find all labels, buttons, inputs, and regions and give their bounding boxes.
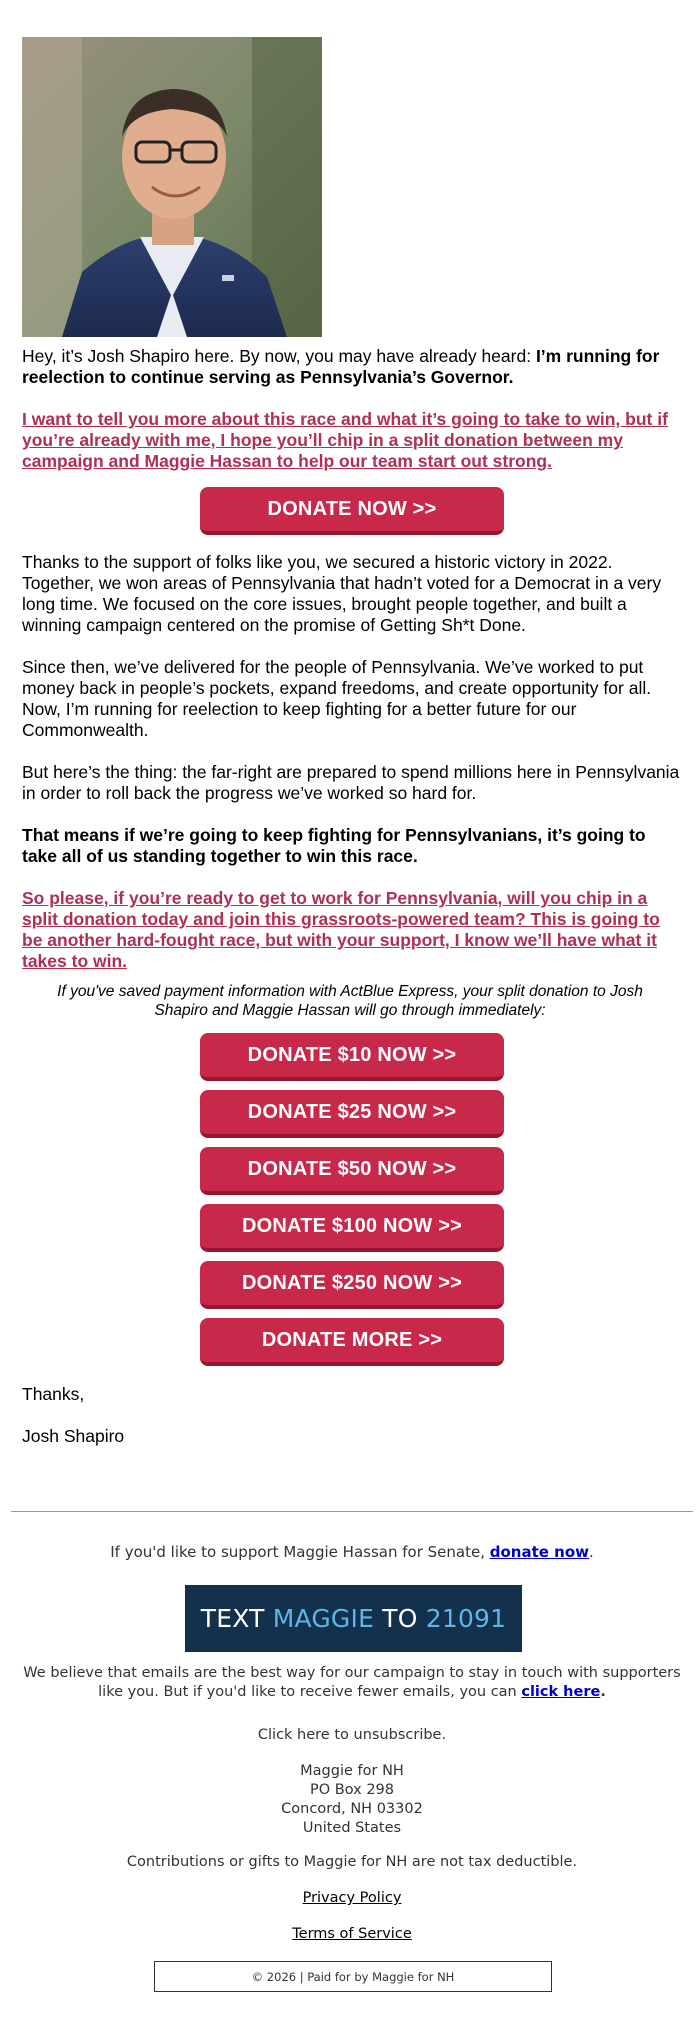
emails-end: . (600, 1684, 606, 1700)
intro-bold: I’m running for reelection to continue serving as Pennsylvania’s Governor. (22, 346, 660, 387)
paragraph-delivered: Since then, we’ve delivered for the people of Pennsylvania. We’ve worked to put money back in people’s pockets, expand freedoms, and create opportunity for all. Now, I’m running for reelection to keep fighting for a better future for our Commonwealth. (22, 657, 652, 740)
tax-disclaimer: Contributions or gifts to Maggie for NH are not tax deductible. (126, 1854, 578, 1870)
signoff-name: Josh Shapiro (22, 1426, 125, 1446)
support-end: . (589, 1543, 594, 1561)
emails-text: We believe that emails are the best way for our campaign to stay in touch with supporters like you. But if you'd like to receive fewer emails, you can (23, 1665, 681, 1700)
intro-plain: Hey, it’s Josh Shapiro here. By now, you may have already heard: (22, 346, 536, 366)
unsubscribe-link[interactable]: Click here to unsubscribe. (257, 1727, 447, 1743)
candidate-photo (22, 37, 322, 337)
donate-25-button[interactable]: DONATE $25 NOW >> (200, 1090, 504, 1138)
address-line-2: PO Box 298 (309, 1782, 394, 1798)
copyright-text: © 2026 | Paid for by Maggie for NH (251, 1969, 455, 1984)
copyright-box (154, 1961, 552, 1992)
emails-line (11, 1664, 693, 1702)
support-donate-link[interactable]: donate now (489, 1543, 589, 1561)
mailing-address (11, 1762, 693, 1838)
paragraph-victory: Thanks to the support of folks like you, we secured a historic victory in 2022. Together, we won areas of Pennsylvania that hadn’t voted for a Democrat in a very long time. We focused on the core issues, brought people together, and built a winning campaign centered on the promise of Getting Sh*t Done. (22, 552, 662, 635)
donate-10-button[interactable]: DONATE $10 NOW >> (200, 1033, 504, 1081)
donate-250-button[interactable]: DONATE $250 NOW >> (200, 1261, 504, 1309)
support-text: If you'd like to support Maggie Hassan for Senate, (110, 1543, 490, 1561)
candidate-photo-illustration (22, 37, 322, 337)
terms-line (11, 1925, 693, 1944)
paragraph-together: That means if we’re going to keep fighting for Pennsylvanians, it’s going to take all of us standing together to win this race. (22, 825, 646, 866)
privacy-policy-link[interactable]: Privacy Policy (302, 1890, 402, 1906)
footer-divider (11, 1511, 693, 1512)
signoff-thanks: Thanks, (22, 1384, 85, 1404)
banner-mid: TO (374, 1604, 426, 1633)
donate-now-button[interactable]: DONATE NOW >> (200, 487, 504, 535)
address-line-3: Concord, NH 03302 (281, 1801, 423, 1817)
donate-more-button[interactable]: DONATE MORE >> (200, 1318, 504, 1366)
donate-100-button[interactable]: DONATE $100 NOW >> (200, 1204, 504, 1252)
text-maggie-banner[interactable] (185, 1585, 522, 1652)
address-line-1: Maggie for NH (300, 1763, 404, 1779)
ask-link-2[interactable]: So please, if you’re ready to get to work for Pennsylvania, will you chip in a split donation today and join this grassroots-powered team? This is going to be another hard-fought race, but with your support, I know we’ll have what it takes to win. (22, 888, 660, 971)
banner-pre: TEXT (200, 1604, 273, 1633)
banner-number: 21091 (425, 1604, 507, 1633)
ask-link-1[interactable]: I want to tell you more about this race and what it’s going to take to win, but if you’re already with me, I hope you’ll chip in a split donation between my campaign and Maggie Hassan to help our team start out strong. (22, 409, 668, 471)
donate-50-button[interactable]: DONATE $50 NOW >> (200, 1147, 504, 1195)
banner-keyword: MAGGIE (272, 1604, 375, 1633)
actblue-express-note: If you've saved payment information with ActBlue Express, your split donation to Josh Shapiro and Maggie Hassan will go through immediately: (57, 983, 643, 1019)
terms-of-service-link[interactable]: Terms of Service (292, 1926, 412, 1942)
fewer-emails-link[interactable]: click here (521, 1684, 601, 1700)
privacy-line (11, 1889, 693, 1908)
intro-paragraph (22, 346, 682, 388)
address-line-4: United States (302, 1820, 402, 1836)
paragraph-far-right: But here’s the thing: the far-right are prepared to spend millions here in Pennsylvania in order to roll back the progress we’ve worked so hard for. (22, 762, 680, 803)
support-line (11, 1543, 693, 1562)
